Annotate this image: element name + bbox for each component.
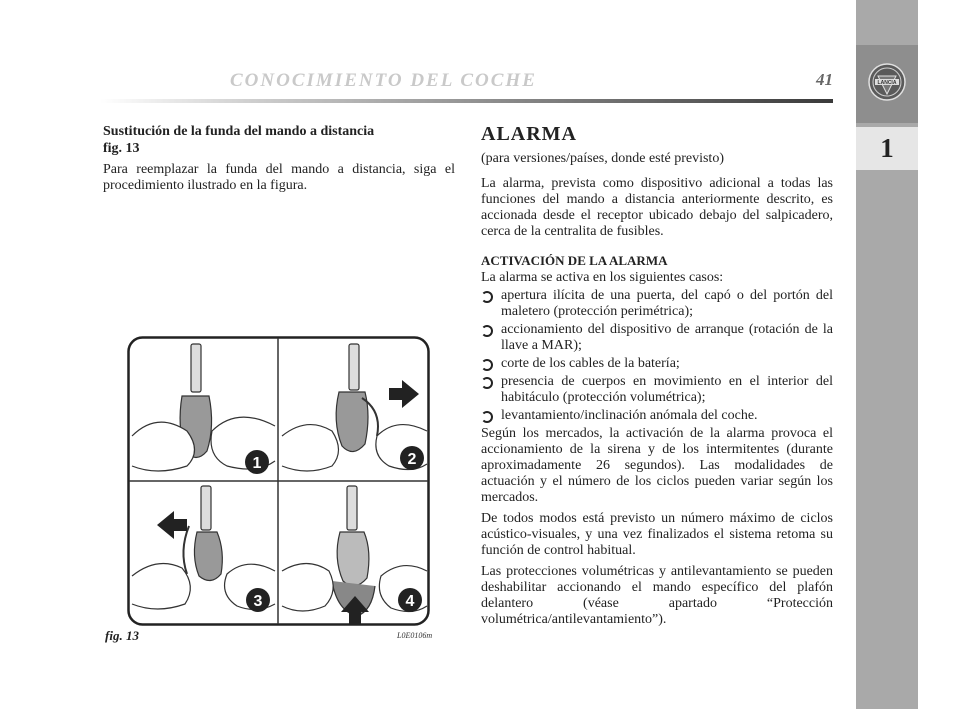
page-header-title: CONOCIMIENTO DEL COCHE [230, 70, 537, 91]
step-3-number: 3 [253, 593, 263, 610]
activation-list [481, 288, 833, 424]
heading-line-2: fig. 13 [103, 141, 140, 156]
figure-caption: fig. 13 [105, 628, 139, 643]
left-column [103, 123, 455, 194]
list-item: corte de los cables de la batería; [481, 356, 833, 372]
list-item: levantamiento/inclinación anómala del coche. [481, 408, 833, 424]
paragraph: De todos modos está previsto un número máximo de ciclos acústico-visuales, y una vez finalizados el sistema retoma su función de control habitual. [481, 511, 833, 558]
alarm-subtitle: (para versiones/países, donde esté previsto) [481, 151, 724, 166]
key-cover-figure [127, 336, 430, 626]
logo-text: LANCIA [877, 80, 897, 86]
figure-code: L0E0106m [397, 631, 433, 640]
list-item: apertura ilícita de una puerta, del capó o del portón del maletero (protección perimétrica); [481, 288, 833, 320]
heading-line-1: Sustitución de la funda del mando a distancia [103, 124, 375, 139]
bullet-icon [481, 325, 493, 337]
paragraph: Las protecciones volumétricas y antilevantamiento se pueden deshabilitar accionando el mando específico del plafón delantero (véase apartado “Protección volumétrica/antilevantamiento”). [481, 564, 833, 627]
page-number: 41 [816, 70, 833, 89]
step-2-number: 2 [407, 451, 417, 468]
list-item: accionamiento del dispositivo de arranque (rotación de la llave a MAR); [481, 322, 833, 354]
paragraph: Según los mercados, la activación de la alarma provoca el accionamiento de la sirena y de los intermitentes (durante aproximadamente 26 segundos). Las modalidades de actuación y el número de los ciclos pueden variar según los mercados. [481, 426, 833, 505]
list-item: presencia de cuerpos en movimiento en el interior del habitáculo (protección volumétrica); [481, 374, 833, 406]
section-heading [103, 123, 455, 157]
activation-heading: ACTIVACIÓN DE LA ALARMA [481, 253, 668, 268]
bullet-icon [481, 377, 493, 389]
bullet-icon [481, 359, 493, 371]
bullet-icon [481, 291, 493, 303]
alarm-intro: La alarma, prevista como dispositivo adicional a todas las funciones del mando a distancia anteriormente descrito, es accionada desde el receptor ubicado debajo del salpicadero, cerca de la centralita de fusibles. [481, 176, 833, 239]
instructions-paragraph: Para reemplazar la funda del mando a distancia, siga el procedimiento ilustrado en la figura. [103, 162, 455, 193]
step-4-number: 4 [405, 593, 415, 610]
bullet-icon [481, 411, 493, 423]
lancia-logo-icon [867, 62, 907, 102]
header-rule [100, 99, 833, 103]
activation-intro: La alarma se activa en los siguientes casos: [481, 270, 724, 285]
chapter-number: 1 [880, 133, 894, 163]
alarm-title: ALARMA [481, 123, 577, 145]
step-1-number: 1 [252, 455, 262, 472]
right-column [481, 123, 833, 628]
